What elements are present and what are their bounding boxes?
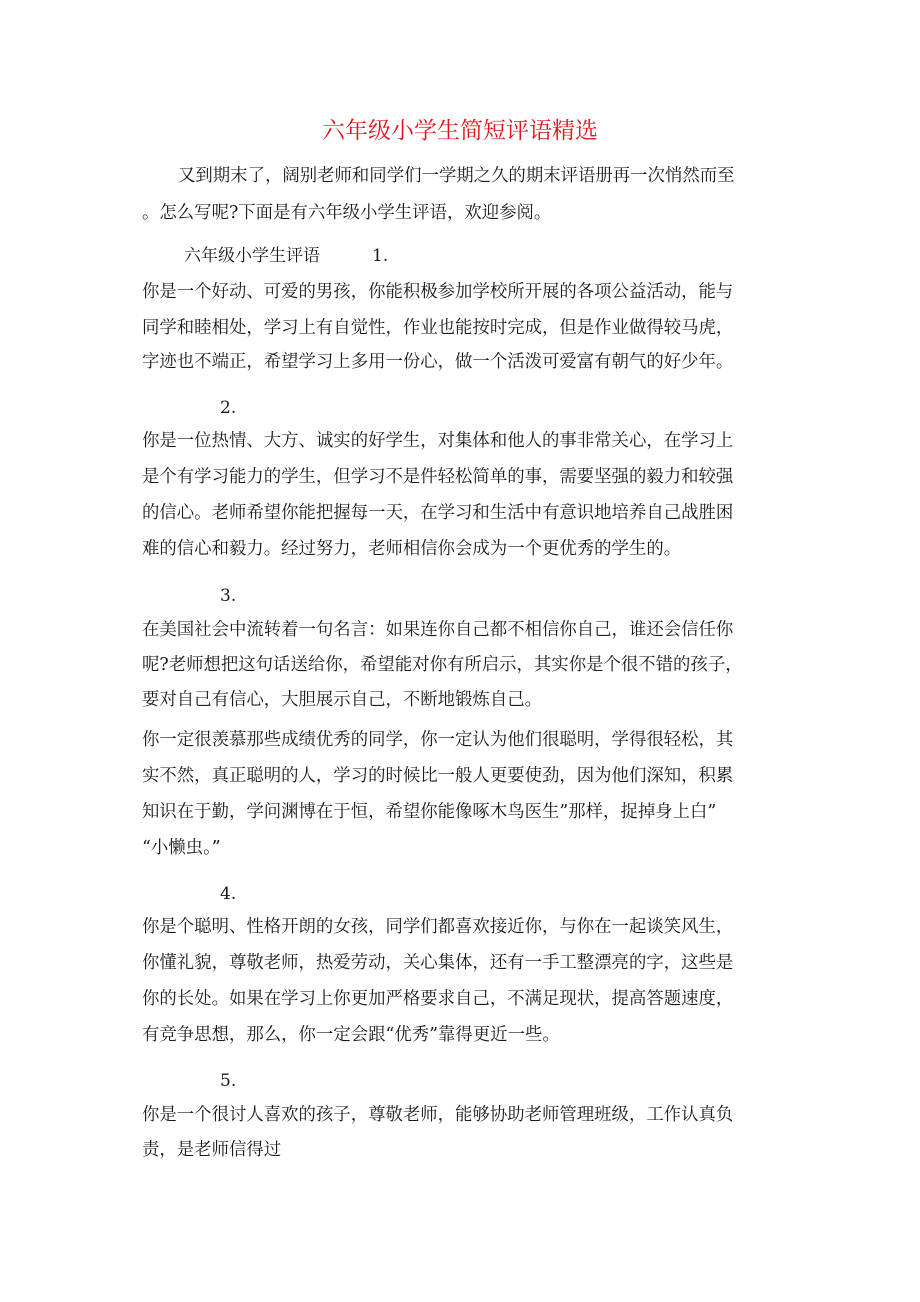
item-number: 5. [220, 1071, 237, 1091]
item-text-line: 有竞争思想，那么，你一定会跟“优秀”靠得更近一些。 [142, 1025, 560, 1045]
item-text-line: 你是一个很讨人喜欢的孩子，尊敬老师，能够协助老师管理班级，工作认真负 [142, 1105, 734, 1125]
item-text-line: 责，是老师信得过 [142, 1140, 282, 1160]
document-title: 六年级小学生简短评语精选 [322, 118, 598, 144]
item-text-line: 难的信心和毅力。经过努力，老师相信你会成为一个更优秀的学生的。 [142, 539, 682, 559]
section-heading: 六年级小学生评语 [184, 246, 320, 266]
item-text-line: 你懂礼貌，尊敬老师，热爱劳动，关心集体，还有一手工整漂亮的字，这些是 [142, 953, 734, 973]
item-number: 2. [220, 398, 237, 418]
intro-line: 又到期末了，阔别老师和同学们一学期之久的期末评语册再一次悄然而至 [178, 166, 735, 186]
item-number: 1. [372, 246, 389, 266]
item-number: 4. [220, 884, 237, 904]
item-text-line: 是个有学习能力的学生，但学习不是件轻松简单的事，需要坚强的毅力和较强 [142, 467, 734, 487]
item-text-line: 要对自己有信心，大胆展示自己，不断地锻炼自己。 [142, 690, 542, 710]
item-text-line: 知识在于勤，学问渊博在于恒，希望你能像啄木鸟医生”那样，捉掉身上白” [142, 802, 717, 822]
item-text-line: 呢?老师想把这句话送给你，希望能对你有所启示，其实你是个很不错的孩子， [142, 655, 743, 675]
item-text-line: 你一定很羡慕那些成绩优秀的同学，你一定认为他们很聪明，学得很轻松，其 [142, 730, 734, 750]
item-text-line: 实不然，真正聪明的人，学习的时候比一般人更要使劲，因为他们深知，积累 [142, 766, 734, 786]
item-number: 3. [220, 586, 237, 606]
item-text-line: 你的长处。如果在学习上你更加严格要求自己，不满足现状，提高答题速度， [142, 989, 734, 1009]
intro-line: 。怎么写呢?下面是有六年级小学生评语，欢迎参阅。 [142, 203, 552, 223]
item-text-line: 你是个聪明、性格开朗的女孩，同学们都喜欢接近你，与你在一起谈笑风生， [142, 917, 734, 937]
item-text-line: 你是一个好动、可爱的男孩，你能积极参加学校所开展的各项公益活动，能与 [142, 282, 734, 302]
item-text-line: 字迹也不端正，希望学习上多用一份心，做一个活泼可爱富有朝气的好少年。 [142, 352, 734, 372]
item-text-line: 在美国社会中流转着一句名言：如果连你自己都不相信你自己，谁还会信任你 [142, 620, 734, 640]
item-text-line: 的信心。老师希望你能把握每一天，在学习和生活中有意识地培养自己战胜困 [142, 503, 734, 523]
item-text-line: “小懒虫。” [142, 838, 221, 858]
item-text-line: 你是一位热情、大方、诚实的好学生，对集体和他人的事非常关心，在学习上 [142, 431, 734, 451]
item-text-line: 同学和睦相处，学习上有自觉性，作业也能按时完成，但是作业做得较马虎， [142, 318, 734, 338]
